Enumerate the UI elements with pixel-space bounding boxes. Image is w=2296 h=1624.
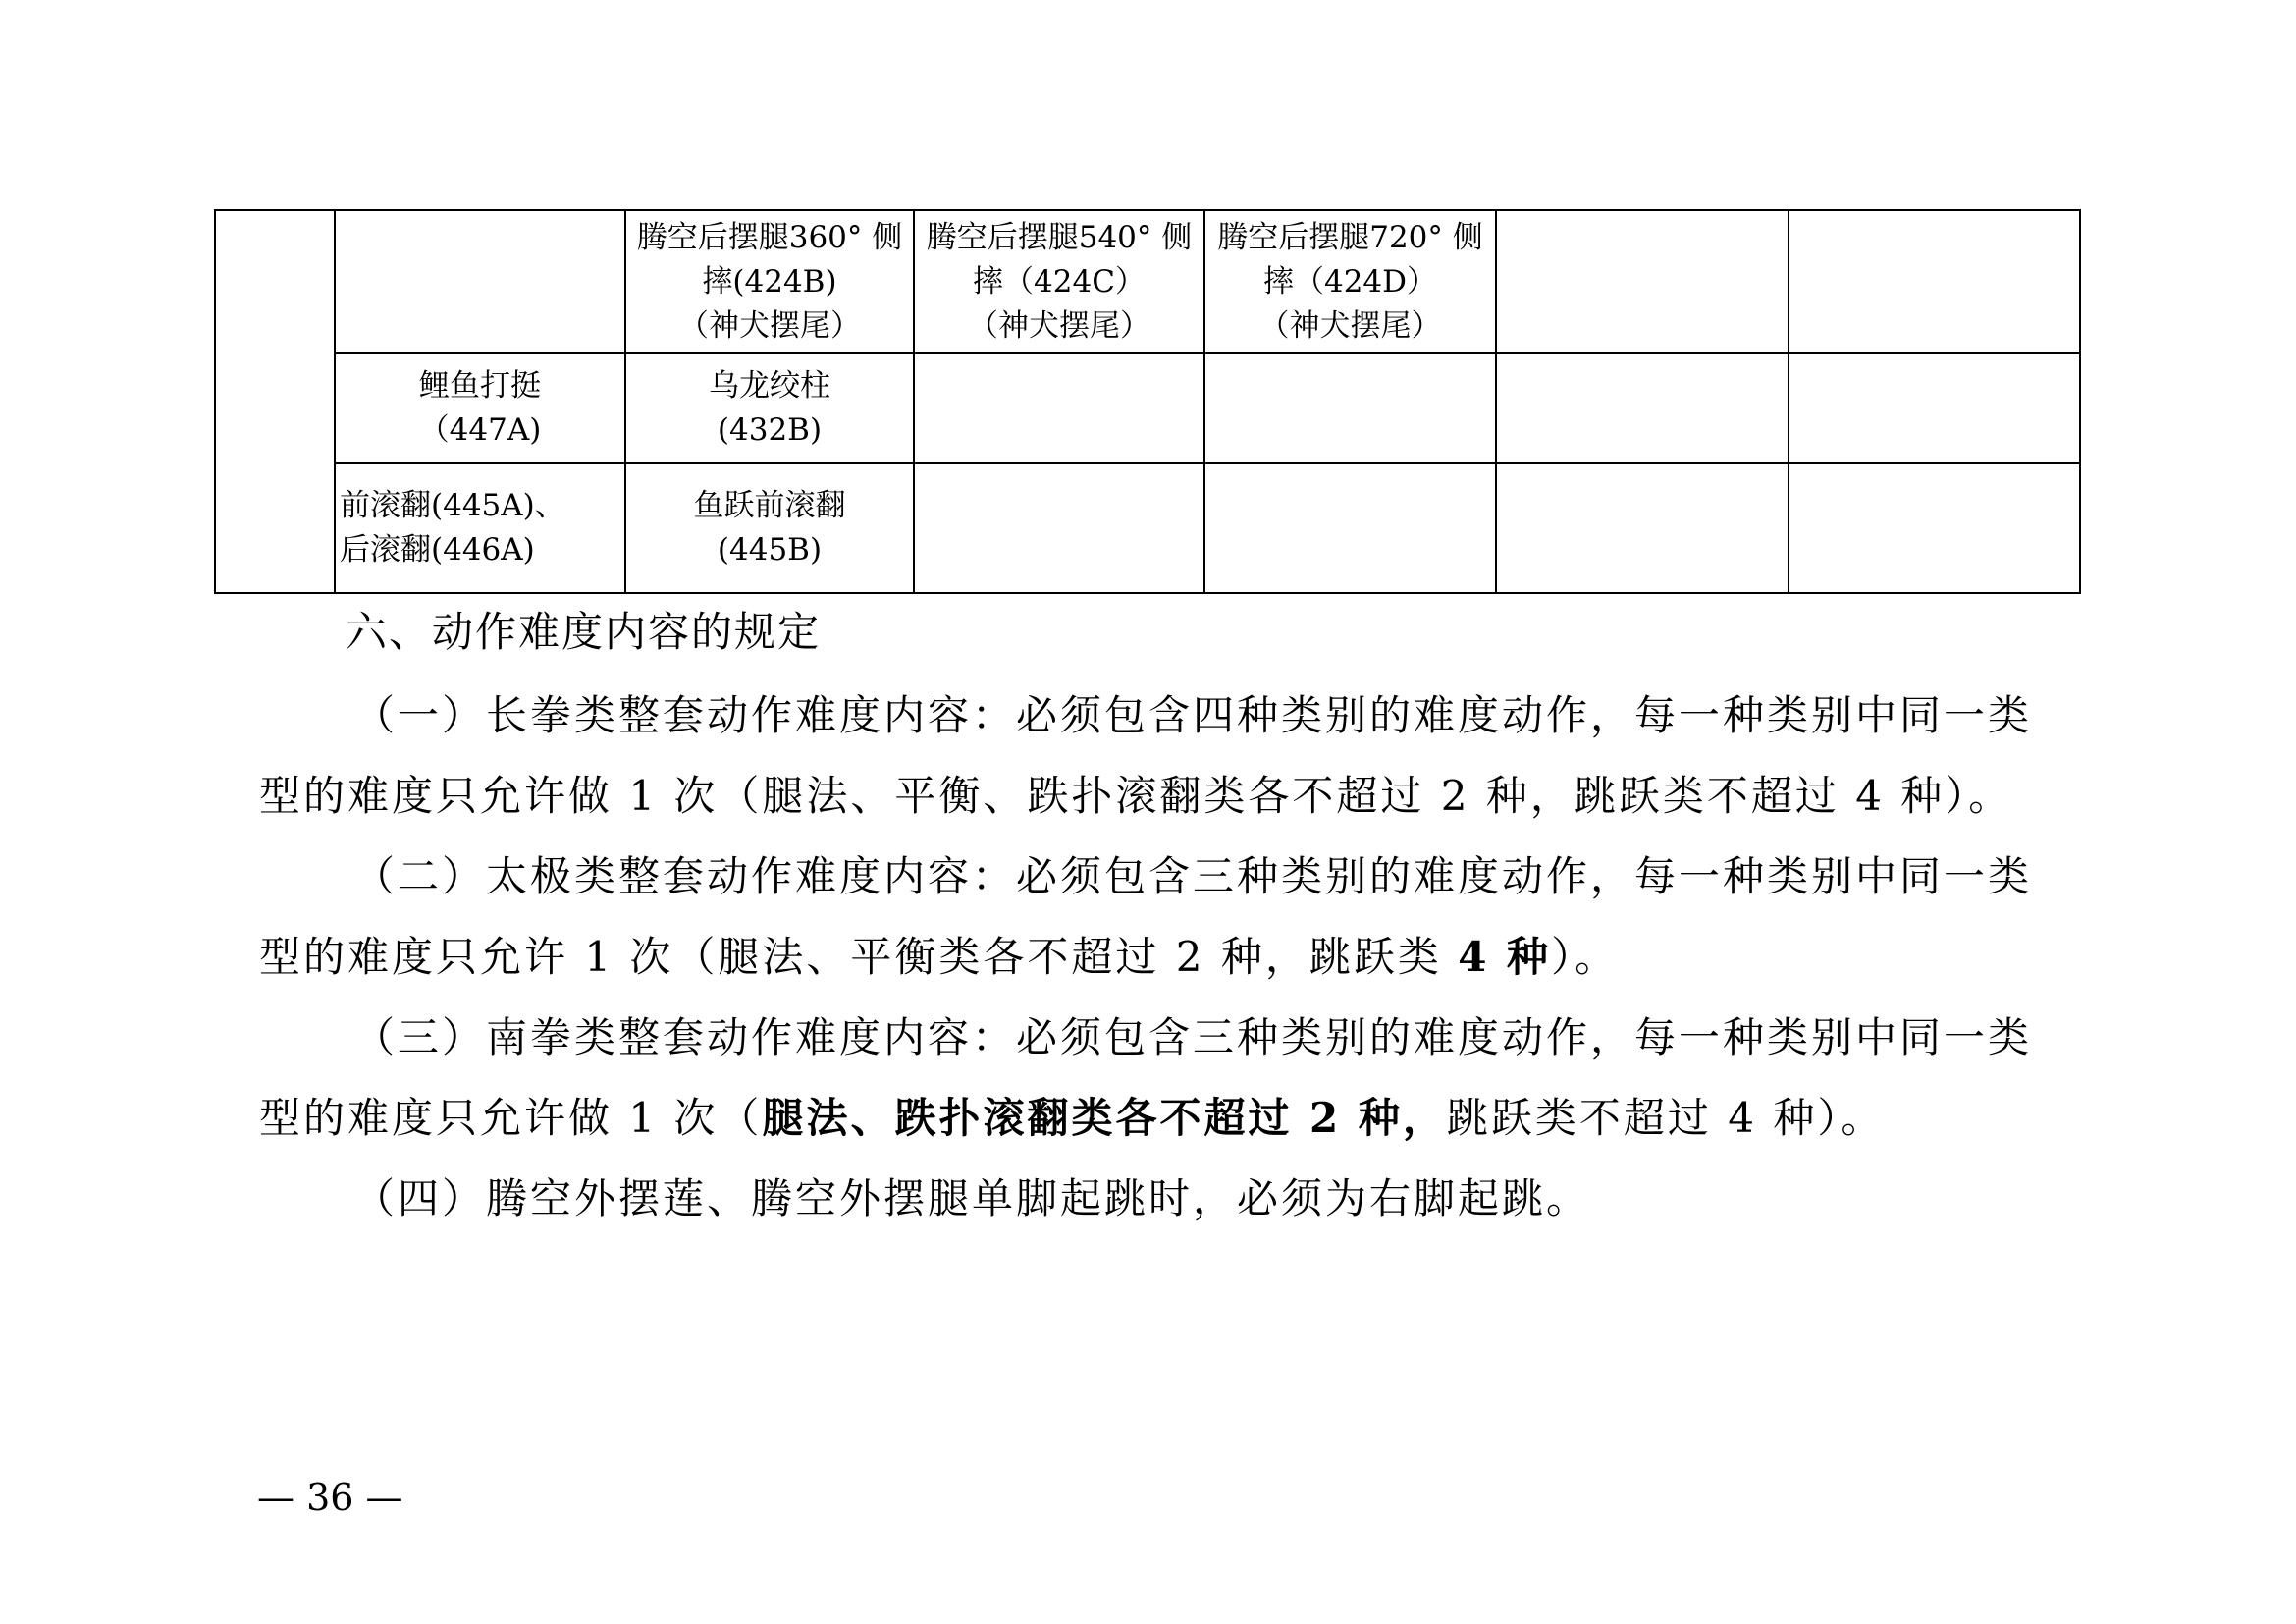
table-cell — [1496, 210, 1789, 353]
cell-line: （神犬摆尾） — [678, 307, 861, 344]
cell-line: 腾空后摆腿540° 侧 — [926, 219, 1193, 255]
paragraph-line: （一）长拳类整套动作难度内容：必须包含四种类别的难度动作，每一种类别中同一类 — [353, 691, 2033, 739]
text-run: 型的难度只允许做 1 次（ — [259, 1094, 763, 1142]
cell-line: 前滚翻(445A)、 — [340, 488, 565, 523]
text-run: 跳跃类不超过 4 种）。 — [1446, 1094, 1886, 1142]
paragraph-line: （二）太极类整套动作难度内容：必须包含三种类别的难度动作，每一种类别中同一类 — [353, 852, 2033, 900]
table-cell — [335, 463, 625, 593]
text-run: ）。 — [1551, 933, 1620, 981]
table-cell — [625, 353, 914, 463]
table-cell — [625, 463, 914, 593]
table-cell — [335, 210, 625, 353]
table-cell — [1496, 463, 1789, 593]
cell-line: 摔（424C） — [973, 263, 1146, 299]
cell-line: 摔(424B) — [702, 263, 837, 299]
table-cell — [914, 210, 1204, 353]
cell-line: （神犬摆尾） — [1258, 307, 1442, 344]
paragraph-takeoff-rule: （四）腾空外摆莲、腾空外摆腿单脚起跳时，必须为右脚起跳。 — [353, 1174, 1591, 1222]
cell-line: (445B) — [717, 532, 823, 568]
cell-line: (432B) — [717, 412, 823, 448]
difficulty-table — [214, 209, 2081, 594]
paragraph-taiji — [259, 837, 2036, 998]
table-cell — [1204, 210, 1496, 353]
cell-line: 腾空后摆腿360° 侧 — [636, 219, 903, 255]
paragraph-line: 型的难度只允许做 1 次（腿法、平衡、跌扑滚翻类各不超过 2 种，跳跃类不超过 4 种）。 — [259, 772, 2013, 820]
cell-line: 乌龙绞柱 — [709, 368, 830, 404]
bold-text-run: 4 种 — [1458, 933, 1552, 981]
paragraph-changquan — [259, 676, 2036, 837]
table-cell — [1204, 463, 1496, 593]
paragraph-line — [259, 917, 2036, 998]
table-cell — [335, 353, 625, 463]
bold-text-run: 腿法、跌扑滚翻类各不超过 2 种， — [762, 1094, 1447, 1142]
table-cell — [914, 353, 1204, 463]
table-cell — [1789, 210, 2080, 353]
section-heading: 六、动作难度内容的规定 — [346, 608, 822, 656]
text-run: 型的难度只允许 1 次（腿法、平衡类各不超过 2 种，跳跃类 — [259, 933, 1459, 981]
paragraph-nanquan — [259, 998, 2036, 1159]
cell-line: 鲤鱼打挺 — [419, 368, 541, 404]
paragraph-line: （三）南拳类整套动作难度内容：必须包含三种类别的难度动作，每一种类别中同一类 — [353, 1013, 2033, 1061]
cell-line: 腾空后摆腿720° 侧 — [1217, 219, 1483, 255]
table-row — [215, 463, 2080, 593]
page-number: — 36 — — [257, 1476, 403, 1519]
table-cell — [1789, 353, 2080, 463]
table-cell — [914, 463, 1204, 593]
paragraph-line — [259, 1078, 2036, 1159]
cell-line: 鱼跃前滚翻 — [693, 488, 846, 523]
table-cell-category — [215, 210, 335, 593]
cell-line: （447A) — [418, 412, 542, 448]
cell-line: 后滚翻(446A) — [340, 532, 535, 568]
table-cell — [1204, 353, 1496, 463]
cell-line: 摔（424D） — [1262, 263, 1438, 299]
cell-line: （神犬摆尾） — [968, 307, 1150, 344]
table-cell — [625, 210, 914, 353]
table-cell — [1496, 353, 1789, 463]
table-row — [215, 353, 2080, 463]
table-cell — [1789, 463, 2080, 593]
table-row — [215, 210, 2080, 353]
